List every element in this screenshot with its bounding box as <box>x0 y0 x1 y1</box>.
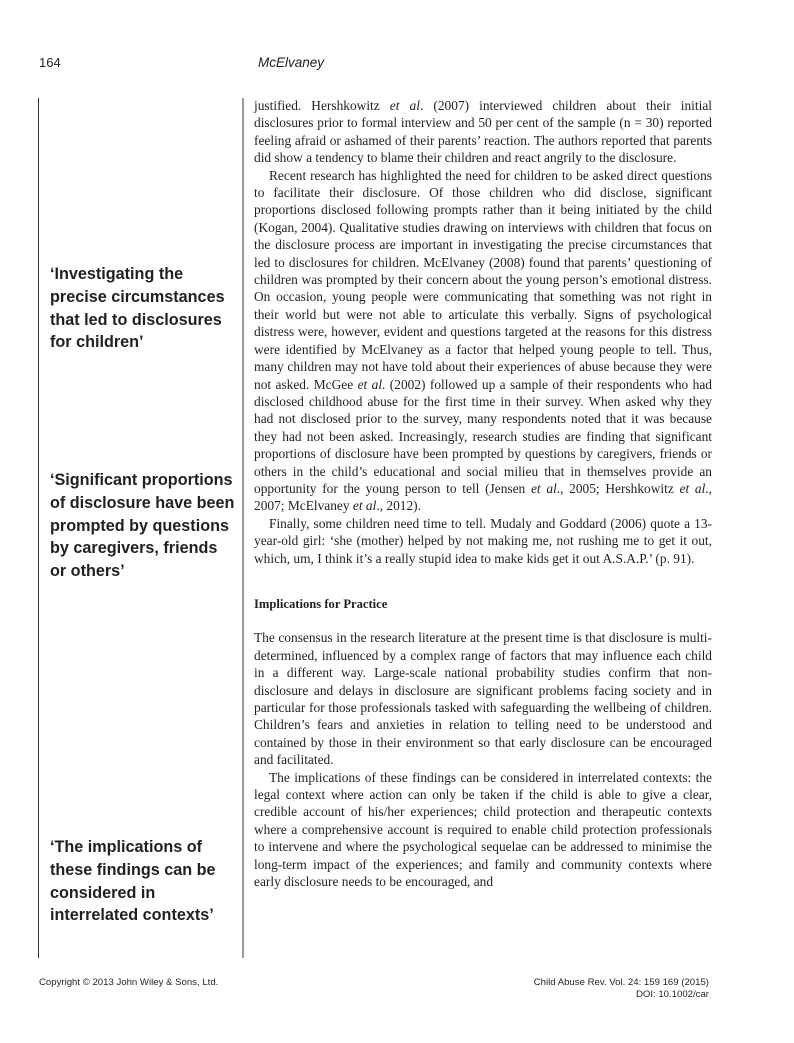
text-run: justified. Hershkowitz <box>254 98 390 113</box>
running-head: McElvaney <box>258 55 325 70</box>
paragraph-4: The consensus in the research literature at the present time is that disclosure is multi-determined, influenced by a complex range of factors that may influence each child in a different way. Large-scale national probability studies confirm that non-disclosure and delays in disclosure are significant problems facing society and in particular for those professionals tasked with safeguarding the wellbeing of children. Children’s fears and anxieties in relation to telling need to be understood and contained by those in their environment so that early disclosure can be encouraged and facilitated. <box>254 630 712 768</box>
paragraph-1 <box>254 97 712 167</box>
column-divider-rule <box>242 98 244 958</box>
citation-line: Child Abuse Rev. Vol. 24: 159 169 (2015) <box>533 977 709 988</box>
paragraph-3: Finally, some children need time to tell. Mudaly and Goddard (2006) quote a 13-year-old girl: ‘she (mother) helped by not making me, not rushing me to get it out, which, um, I think it’s a really stupid idea to make kids get it out A.S.A.P.’ (p. 91). <box>254 515 712 566</box>
text-run: ., 2012). <box>376 498 421 514</box>
body-text-column <box>254 97 712 890</box>
et-al-italic: et al <box>389 98 420 113</box>
page-number: 164 <box>39 55 61 70</box>
text-run: ., 2007; McElvaney <box>254 480 712 514</box>
et-al-italic: et al <box>530 480 557 496</box>
et-al-italic: et al <box>357 376 383 392</box>
journal-citation <box>534 977 709 1001</box>
left-margin-rule <box>38 98 39 958</box>
paragraph-5: The implications of these findings can be considered in interrelated contexts: the legal context where action can only be taken if the child is able to give a clear, credible account of his/her experiences; child protection and therapeutic contexts where a comprehensive account is required to enable child protection professionals to intervene and where the psychological sequelae can be addressed to minimise the long-term impact of the experiences; and family and community contexts where early disclosure needs to be encouraged, and <box>254 769 712 890</box>
text-run: . (2007) interviewed children about their initial disclosures prior to formal interview and 50 per cent of the sample (n = 30) reported feeling afraid or ashamed of their parents’ reaction. The authors reported that parents did show a tendency to blame their children and react angrily to the disclosure. <box>254 98 712 166</box>
section-heading: Implications for Practice <box>254 596 388 611</box>
paragraph-2 <box>254 167 712 515</box>
text-run: ., 2005; Hershkowitz <box>556 480 680 496</box>
et-al-italic: et al <box>679 480 706 496</box>
pullquote-1: ‘Investigating the precise circumstances that led to disclosures for children’ <box>50 265 225 352</box>
text-run: . (2002) followed up a sample of their respondents who had disclosed childhood abuse for the first time in their survey. When asked why they had not disclosed prior to the survey, many respondents noted that it was because they had not been asked. Increasingly, research studies are finding that significant proportions of disclosure have been prompted by questions by caregivers, friends or others in the child’s educational and social milieu that in themselves provide an opportunity for the young person to tell (Jensen <box>254 376 712 496</box>
doi-line: DOI: 10.1002/car <box>635 989 709 1000</box>
copyright-notice: Copyright © 2013 John Wiley & Sons, Ltd. <box>39 977 219 988</box>
et-al-italic: et al <box>352 498 377 514</box>
pullquote-2: ‘Significant proportions of disclosure have been prompted by questions by caregivers, friends or others’ <box>50 471 235 581</box>
text-run: Recent research has highlighted the need for children to be asked direct questions to facilitate their disclosure. Of those children who did disclose, significant proportions disclosed following prompts rather than it being initiated by the child (Kogan, 2004). Qualitative studies drawing on interviews with children that focus on the disclosure process are important in investigating the precise circumstances that led to disclosures for children. McElvaney (2008) found that parents’ questioning of children was prompted by their concern about the young person’s emotional distress. On occasion, young people were communicating that something was not right in their world but were not able to articulate this verbally. Signs of psychological distress were, however, evident and questions targeted at the reasons for this distress were identified by McElvaney as a factor that helped young people to tell. Thus, many children may not have told about their experiences of abuse because they were not asked. McGee <box>254 167 712 392</box>
pullquote-3: ‘The implications of these findings can be considered in interrelated contexts’ <box>50 838 216 925</box>
